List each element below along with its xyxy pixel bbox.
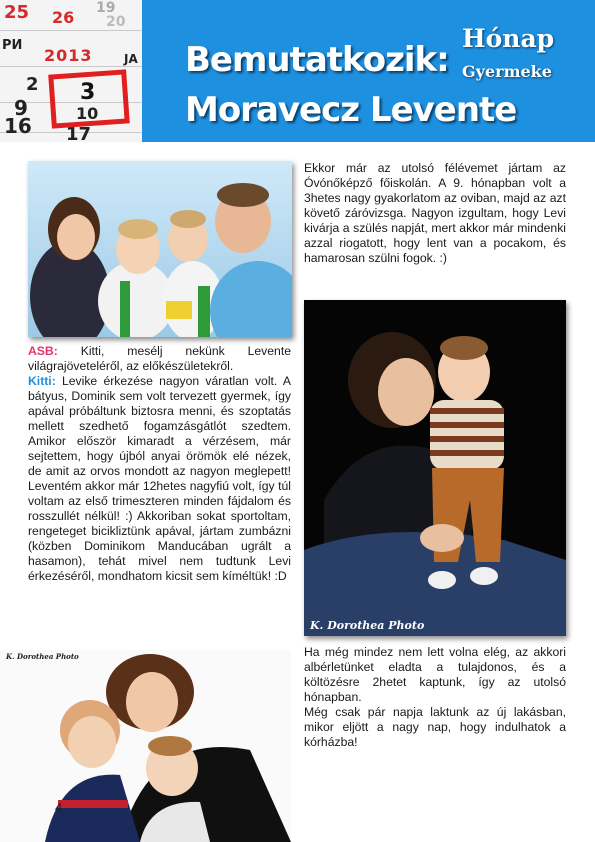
- calendar-number: 25: [4, 2, 30, 23]
- page-title-line2: Moravecz Levente: [185, 90, 517, 130]
- header-banner: [0, 0, 595, 142]
- section-badge-line1: Hónap: [462, 24, 555, 53]
- calendar-year: 2013: [44, 46, 93, 65]
- page-number: 4: [55, 800, 63, 815]
- paragraph: Ekkor már az utolsó félévemet jártam az Óvónőképző főiskolán. A 9. hónapban volt a 3hetes nagy gyakorlatom az oviban, majd az azt követő záróvizsga. Nagyon izgultam, hogy Levi kivárja a szülés napját, mert akkor már mindenki azzal riogatott, hogy lent van a pocakom, és hamarosan szülni fogok. :): [304, 161, 566, 265]
- kitti-answer: Levike érkezése nagyon váratlan volt. A bátyus, Dominik sem volt tervezett gyermek, így apával próbáltunk biztosra menni, és szoptatás mellett szedhető fogamzásgátlót szedtem. Amikor először kimaradt a vérzésem, már sejtettem, hogy újból anyai örömök elé nézek, de amit az orvos mondott az nagyon meglepett! Leventém akkor már 12hetes nagyfiú volt, így túl voltam az első trimeszteren minden fájdalom és rosszullét nélkül! :) Akkoriban sokat sportoltam, rengeteget bicikliztünk apával, jártam zumbázni (közben Dominikom Manducában ugrált a hasamon), tehát mivel nem tudtunk Levi érkezéséről, mondhatom kicsit sem kíméltük! :D: [28, 374, 291, 583]
- interview-right-bottom: [304, 645, 566, 750]
- calendar-number: 26: [52, 8, 75, 27]
- section-badge-line2: Gyermeke: [462, 62, 552, 81]
- interview-right-top: [304, 161, 566, 266]
- calendar-month-right: JA: [124, 52, 138, 66]
- kitti-label: Kitti:: [28, 374, 56, 388]
- calendar-number: 2: [26, 74, 39, 95]
- calendar-number: 9: [14, 96, 28, 120]
- photo-credit: K. Dorothea Photo: [6, 652, 79, 661]
- calendar-highlight: [48, 69, 130, 128]
- family-photo: [28, 161, 292, 337]
- paragraph: Ha még mindez nem lett volna elég, az akkori albérletünket eladta a tulajdonos, és a költözésre 2hetet kaptunk, így az utolsó hónapban.: [304, 645, 566, 704]
- calendar-number: 17: [66, 124, 92, 142]
- photo-credit: K. Dorothea Photo: [310, 619, 425, 632]
- calendar-photo: [0, 0, 142, 142]
- paragraph: Még csak pár napja laktunk az új lakásban, mikor eljött a nagy nap, hogy indulhatok a kórházba!: [304, 705, 566, 749]
- calendar-number: 3: [80, 80, 96, 105]
- calendar-number: 19: [96, 0, 116, 16]
- calendar-number: 20: [106, 14, 126, 30]
- asb-question: Kitti, mesélj nekünk Levente világrajöveteléről, az előkészületekről.: [28, 344, 291, 373]
- calendar-number: 10: [76, 104, 99, 123]
- asb-label: ASB:: [28, 344, 58, 358]
- calendar-month: РИ: [2, 38, 23, 53]
- interview-left-column: [28, 344, 291, 584]
- calendar-number: 16: [4, 114, 32, 138]
- mother-sons-photo: [0, 650, 291, 842]
- mother-child-photo: [304, 300, 566, 636]
- page-title-line1: Bemutatkozik:: [185, 40, 449, 80]
